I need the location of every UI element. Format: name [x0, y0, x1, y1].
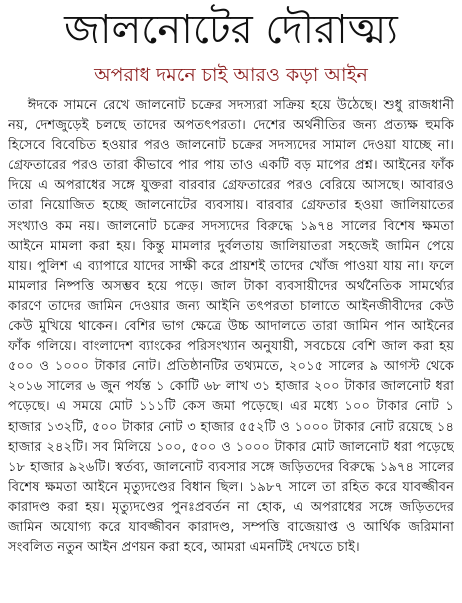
article-body: ঈদকে সামনে রেখে জালনোট চক্রের সদস্যরা সক্রিয় হয়ে উঠেছে। শুধু রাজধানী নয়, দেশজুড়েই চলছে তাদের অপতৎপরতা। দেশের অর্থনীতির জন্য প্রত্যক্ষ হুমকি হিসেবে বিবেচিত হওয়ার পরও জালনোট চক্রের সদস্যদের সামাল দেওয়া যাচ্ছে না। গ্রেফতারের পরও তারা কীভাবে পার পায় তাও একটি বড় মাপের প্রশ্ন। আইনের ফাঁক দিয়ে এ অপরাধের সঙ্গে যুক্তরা বারবার গ্রেফতারের পরও বেরিয়ে আসছে। আবারও তারা নিয়োজিত হচ্ছে জালনোটের ব্যবসায়। বারবার গ্রেফতার হওয়া জালিয়াতের সংখ্যাও কম নয়। জালনোট চক্রের সদস্যদের বিরুদ্ধে ১৯৭৪ সালের বিশেষ ক্ষমতা আইনে মামলা করা হয়। কিন্তু মামলার দুর্বলতায় জালিয়াতরা সহজেই জামিন পেয়ে যায়। পুলিশ এ ব্যাপারে যাদের সাক্ষী করে প্রায়শই তাদের খোঁজ পাওয়া যায় না। ফলে মামলার নিষ্পত্তি অসম্ভব হয়ে পড়ে। জাল টাকা ব্যবসায়ীদের অর্থনৈতিক সামর্থ্যের কারণে তাদের জামিন দেওয়ার জন্য আইনি তৎপরতা চালাতে আইনজীবীদের কেউ কেউ মুখিয়ে থাকেন। বেশির ভাগ ক্ষেত্রে উচ্চ আদালতে তারা জামিন পান আইনের ফাঁক গলিয়ে। বাংলাদেশ ব্যাংকের পরিসংখ্যান অনুযায়ী, সবচেয়ে বেশি জাল করা হয় ৫০০ ও ১০০০ টাকার নোট। প্রতিষ্ঠানটির তথ্যমতে, ২০১৫ সালের ৯ আগস্ট থেকে ২০১৬ সালের ৬ জুন পর্যন্ত ১ কোটি ৬৮ লাখ ৩১ হাজার ২০০ টাকার জালনোট ধরা পড়েছে। এ সময়ে মোট ১১১টি কেস জমা পড়েছে। এর মধ্যে ১০০ টাকার নোট ১ হাজার ১৩২টি, ৫০০ টাকার নোট ৩ হাজার ৫৫২টি ও ১০০০ টাকার নোট রয়েছে ১৪ হাজার ২৪২টি। সব মিলিয়ে ১০০, ৫০০ ও ১০০০ টাকার মোট জালনোট ধরা পড়েছে ১৮ হাজার ৯২৬টি। স্বর্তব্য, জালনোট ব্যবসার সঙ্গে জড়িতদের বিরুদ্ধে ১৯৭৪ সালের বিশেষ ক্ষমতা আইনে মৃত্যুদণ্ডের বিধান ছিল। ১৯৮৭ সালে তা রহিত করে যাবজ্জীবন কারাদণ্ড করা হয়। মৃত্যুদণ্ডের পুনঃপ্রবর্তন না হোক, এ অপরাধের সঙ্গে জড়িতদের জামিন অযোগ্য করে যাবজ্জীবন কারাদণ্ড, সম্পত্তি বাজেয়াপ্ত ও আর্থিক জরিমানা সংবলিত নতুন আইন প্রণয়ন করা হবে, আমরা এমনটিই দেখতে চাই।	[8, 98, 454, 556]
article-body-container	[8, 96, 454, 599]
article-subheadline: অপরাধ দমনে চাই আরও কড়া আইন	[94, 64, 368, 86]
article-headline: জালনোটের দৌরাত্ম্য	[64, 7, 398, 53]
